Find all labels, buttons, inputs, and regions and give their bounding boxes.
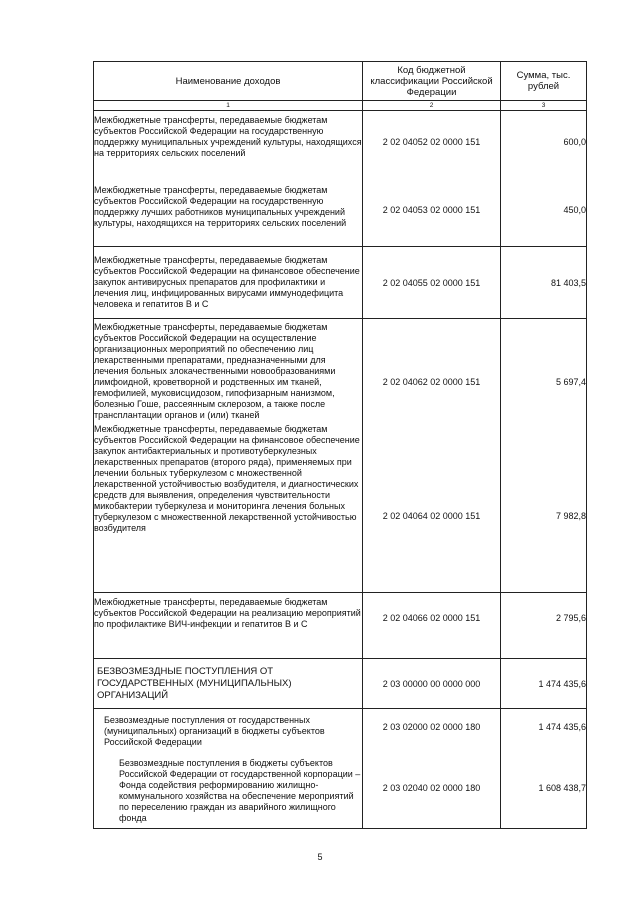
- row-amount: 2 795,6: [501, 593, 587, 659]
- row-code: 2 02 04055 02 0000 151: [363, 247, 501, 319]
- row-amount: 1 474 435,6: [501, 659, 587, 709]
- table-row: [94, 659, 587, 709]
- row-code: 2 02 04064 02 0000 151: [382, 511, 481, 521]
- row-amount: 81 403,5: [501, 247, 587, 319]
- row-name: Безвозмездные поступления от государственных (муниципальных) организаций в бюджеты субъектов Российской Федерации: [104, 715, 325, 747]
- header-name: Наименование доходов: [94, 62, 363, 101]
- header-code: Код бюджетной классификации Российской Федерации: [363, 62, 501, 101]
- row-code: 2 02 04066 02 0000 151: [363, 593, 501, 659]
- row-amount: 5 697,4: [555, 377, 586, 387]
- col-number-2: 2: [363, 101, 501, 111]
- row-name: Межбюджетные трансферты, передаваемые бюджетам субъектов Российской Федерации на финансовое обеспечение закупок антибактериальных и противотуберкулезных лекарственных препаратов (второго ряда), применяемых при лечении больных туберкулезом с множественной лекарственной устойчивостью возбудителя, и диагностических средств для выявления, определения чувствительности микобактерии туберкулеза и мониторинга лечения больных туберкулезом с множественной лекарственной устойчивостью возбудителя: [94, 424, 360, 533]
- row-name: БЕЗВОЗМЕЗДНЫЕ ПОСТУПЛЕНИЯ ОТ ГОСУДАРСТВЕННЫХ (МУНИЦИПАЛЬНЫХ) ОРГАНИЗАЦИЙ: [94, 659, 363, 709]
- row-name: Межбюджетные трансферты, передаваемые бюджетам субъектов Российской Федерации на государственную поддержку лучших работников муниципальных учреждений культуры, находящихся на территориях сельских поселений: [94, 185, 347, 228]
- col-number-1: 1: [94, 101, 363, 111]
- row-amount: 1 474 435,6: [538, 722, 586, 732]
- row-name: Безвозмездные поступления в бюджеты субъектов Российской Федерации от государственной корпорации – Фонда содействия реформированию жилищно-коммунального хозяйства на обеспечение мероприятий по переселению граждан из аварийного жилищного фонда: [119, 758, 361, 823]
- row-name: Межбюджетные трансферты, передаваемые бюджетам субъектов Российской Федерации на осуществление организационных мероприятий по обеспечению лиц лекарственными препаратами, предназначенными для лечения больных злокачественными новообразованиями лимфоидной, кроветворной и родственных им тканей, гемофилией, муковисцидозом, гипофизарным нанизмом, болезнью Гоше, рассеянным склерозом, а также после трансплантации органов и (или) тканей: [94, 322, 336, 420]
- page-number: 5: [317, 852, 323, 862]
- table-row: [94, 709, 587, 829]
- table-row: [94, 319, 587, 593]
- row-code: 2 02 04062 02 0000 151: [382, 377, 481, 387]
- row-name: Межбюджетные трансферты, передаваемые бюджетам субъектов Российской Федерации на финансовое обеспечение закупок антивирусных препаратов для профилактики и лечения лиц, инфицированных вирусами иммунодефицита человека и гепатитов B и C: [94, 247, 363, 319]
- row-code: 2 02 04053 02 0000 151: [382, 205, 481, 215]
- table-row: [94, 593, 587, 659]
- row-name: Межбюджетные трансферты, передаваемые бюджетам субъектов Российской Федерации на государственную поддержку муниципальных учреждений культуры, находящихся на территориях сельских поселений: [94, 115, 362, 158]
- revenue-table: [93, 61, 587, 829]
- row-code: 2 03 02000 02 0000 180: [382, 722, 481, 732]
- row-code: 2 02 04052 02 0000 151: [382, 137, 481, 147]
- col-number-3: 3: [501, 101, 587, 111]
- row-amount: 450,0: [563, 205, 586, 215]
- table-row: [94, 247, 587, 319]
- row-amount: 600,0: [563, 137, 586, 147]
- row-amount: 7 982,8: [555, 511, 586, 521]
- column-number-row: [94, 101, 587, 111]
- row-code: 2 03 02040 02 0000 180: [382, 783, 481, 793]
- row-name: Межбюджетные трансферты, передаваемые бюджетам субъектов Российской Федерации на реализацию мероприятий по профилактике ВИЧ-инфекции и гепатитов B и C: [94, 593, 363, 659]
- row-code: 2 03 00000 00 0000 000: [363, 659, 501, 709]
- table-header-row: [94, 62, 587, 101]
- header-amount: Сумма, тыс. рублей: [501, 62, 587, 101]
- row-amount: 1 608 438,7: [538, 783, 586, 793]
- table-row: [94, 111, 587, 247]
